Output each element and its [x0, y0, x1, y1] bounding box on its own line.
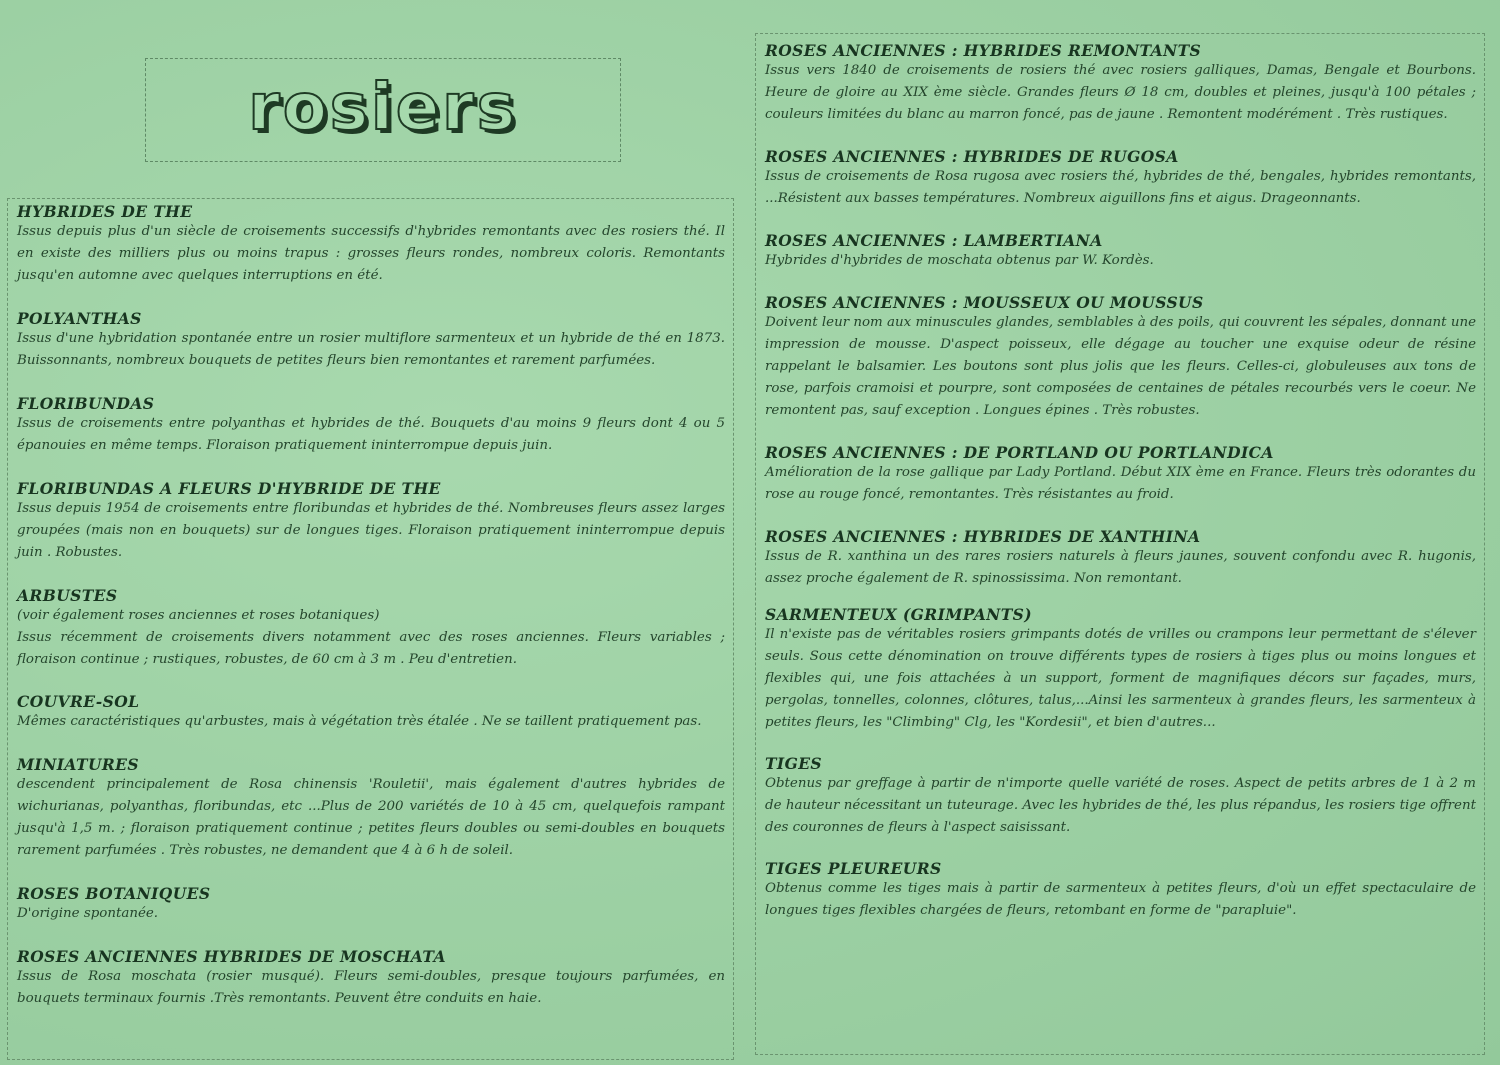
section-text: Issus vers 1840 de croisements de rosiers thé avec rosiers galliques, Damas, Bengale et Bourbons. Heure de gloire au XIX ème siècle. Grandes fleurs Ø 18 cm, doubles et pleines, jusqu'à 100 pétales ; couleurs limitées du blanc au marron foncé, pas de jaune . Remontent modérément . Très rustiques. [765, 63, 1476, 122]
section-floribundas [17, 394, 725, 457]
section-heading: FLORIBUNDAS [17, 394, 155, 413]
section-heading: MINIATURES [17, 755, 139, 774]
page-title: rosiers [248, 71, 518, 145]
left-column [7, 198, 734, 1060]
section-xanthina [765, 527, 1476, 590]
section-heading: ROSES ANCIENNES : HYBRIDES DE RUGOSA [765, 147, 1179, 166]
section-text: Issus depuis 1954 de croisements entre floribundas et hybrides de thé. Nombreuses fleurs assez larges groupées (mais non en bouquets) sur de longues tiges. Floraison pratiquement ininterrompue depuis juin . Robustes. [17, 501, 725, 560]
section-hybrides-de-the [17, 202, 725, 287]
section-text: Issus de croisements entre polyanthas et hybrides de thé. Bouquets d'au moins 9 fleurs dont 4 ou 5 épanouies en même temps. Floraison pratiquement ininterrompue depuis juin. [17, 416, 725, 453]
section-text: Amélioration de la rose gallique par Lady Portland. Début XIX ème en France. Fleurs très odorantes du rose au rouge foncé, remontantes. Très résistantes au froid. [765, 465, 1476, 502]
section-text: D'origine spontanée. [17, 906, 159, 921]
section-heading: ROSES ANCIENNES : DE PORTLAND OU PORTLANDICA [765, 443, 1274, 462]
section-text: Issus de croisements de Rosa rugosa avec rosiers thé, hybrides de thé, bengales, hybrides remontants, ...Résistent aux basses températures. Nombreux aiguillons fins et aigus. Drageonnants. [765, 169, 1476, 206]
section-heading: COUVRE-SOL [17, 692, 140, 711]
section-note: (voir également roses anciennes et roses botaniques) [17, 608, 380, 623]
section-heading: POLYANTHAS [17, 309, 142, 328]
section-hybrides-rugosa [765, 147, 1476, 210]
section-heading: FLORIBUNDAS A FLEURS D'HYBRIDE DE THE [17, 479, 441, 498]
section-polyanthas [17, 309, 725, 372]
section-heading: ROSES ANCIENNES : HYBRIDES DE XANTHINA [765, 527, 1201, 546]
section-heading: TIGES PLEUREURS [765, 859, 942, 878]
section-heading: ARBUSTES [17, 586, 118, 605]
section-mousseux [765, 293, 1476, 422]
section-arbustes [17, 586, 725, 671]
section-roses-botaniques [17, 884, 725, 925]
section-text: Obtenus comme les tiges mais à partir de sarmenteux à petites fleurs, d'où un effet spectaculaire de longues tiges flexibles chargées de fleurs, retombant en forme de "parapluie". [765, 881, 1476, 918]
section-heading: SARMENTEUX (GRIMPANTS) [765, 605, 1032, 624]
section-text: Doivent leur nom aux minuscules glandes, semblables à des poils, qui couvrent les sépales, donnant une impression de mousse. D'aspect poisseux, elle dégage au toucher une exquise odeur de résine rappelant le balsamier. Les boutons sont plus jolis que les fleurs. Celles-ci, globuleuses aux tons de rose, parfois cramoisi et pourpre, sont composées de centaines de pétales recourbés vers le coeur. Ne remontent pas, sauf exception . Longues épines . Très robustes. [765, 315, 1476, 418]
title-box [145, 58, 621, 162]
right-column [755, 33, 1485, 1055]
section-floribundas-hybride-the [17, 479, 725, 564]
section-text: descendent principalement de Rosa chinensis 'Rouletii', mais également d'autres hybrides de wichurianas, polyanthas, floribundas, etc ...Plus de 200 variétés de 10 à 45 cm, quelquefois rampant jusqu'à 1,5 m. ; floraison pratiquement continue ; petites fleurs doubles ou semi-doubles en bouquets rarement parfumées . Très robustes, ne demandent que 4 à 6 h de soleil. [17, 777, 725, 858]
section-text: Mêmes caractéristiques qu'arbustes, mais à végétation très étalée . Ne se taillent pratiquement pas. [17, 714, 702, 729]
section-portland [765, 443, 1476, 506]
section-miniatures [17, 755, 725, 862]
section-text: Issus de R. xanthina un des rares rosiers naturels à fleurs jaunes, souvent confondu avec R. hugonis, assez proche également de R. spinossissima. Non remontant. [765, 549, 1476, 586]
section-text: Hybrides d'hybrides de moschata obtenus par W. Kordès. [765, 253, 1154, 268]
section-text: Il n'existe pas de véritables rosiers grimpants dotés de vrilles ou crampons leur permettant de s'élever seuls. Sous cette dénomination on trouve différents types de rosiers à tiges plus ou moins longues et flexibles qui, une fois attachées à un support, forment de magnifiques décors sur façades, murs, pergolas, tonnelles, colonnes, clôtures, talus,...Ainsi les sarmenteux à grandes fleurs, les sarmenteux à petites fleurs, les "Climbing" Clg, les "Kordesii", et bien d'autres... [765, 627, 1476, 730]
section-text: Issus depuis plus d'un siècle de croisements successifs d'hybrides remontants avec des rosiers thé. Il en existe des milliers plus ou moins trapus : grosses fleurs rondes, nombreux coloris. Remontants jusqu'en automne avec quelques interruptions en été. [17, 224, 725, 283]
section-sarmenteux [765, 605, 1476, 734]
section-heading: HYBRIDES DE THE [17, 202, 193, 221]
section-text: Issus de Rosa moschata (rosier musqué). Fleurs semi-doubles, presque toujours parfumées, en bouquets terminaux fournis .Très remontants. Peuvent être conduits en haie. [17, 969, 725, 1006]
section-tiges-pleureurs [765, 859, 1476, 922]
section-heading: ROSES ANCIENNES : MOUSSEUX OU MOUSSUS [765, 293, 1204, 312]
section-tiges [765, 754, 1476, 839]
section-text: Obtenus par greffage à partir de n'importe quelle variété de roses. Aspect de petits arbres de 1 à 2 m de hauteur nécessitant un tuteurage. Avec les hybrides de thé, les plus répandus, les rosiers tige offrent des couronnes de fleurs à l'aspect saisissant. [765, 776, 1476, 835]
section-hybrides-remontants [765, 41, 1476, 126]
section-couvre-sol [17, 692, 725, 733]
section-hybrides-moschata [17, 947, 725, 1010]
section-heading: ROSES BOTANIQUES [17, 884, 211, 903]
section-heading: ROSES ANCIENNES HYBRIDES DE MOSCHATA [17, 947, 446, 966]
section-heading: ROSES ANCIENNES : HYBRIDES REMONTANTS [765, 41, 1202, 60]
section-heading: TIGES [765, 754, 823, 773]
section-lambertiana [765, 231, 1476, 272]
section-text: Issus d'une hybridation spontanée entre un rosier multiflore sarmenteux et un hybride de thé en 1873. Buissonnants, nombreux bouquets de petites fleurs bien remontantes et rarement parfumées. [17, 331, 725, 368]
section-heading: ROSES ANCIENNES : LAMBERTIANA [765, 231, 1103, 250]
section-text: Issus récemment de croisements divers notamment avec des roses anciennes. Fleurs variables ; floraison continue ; rustiques, robustes, de 60 cm à 3 m . Peu d'entretien. [17, 630, 725, 667]
